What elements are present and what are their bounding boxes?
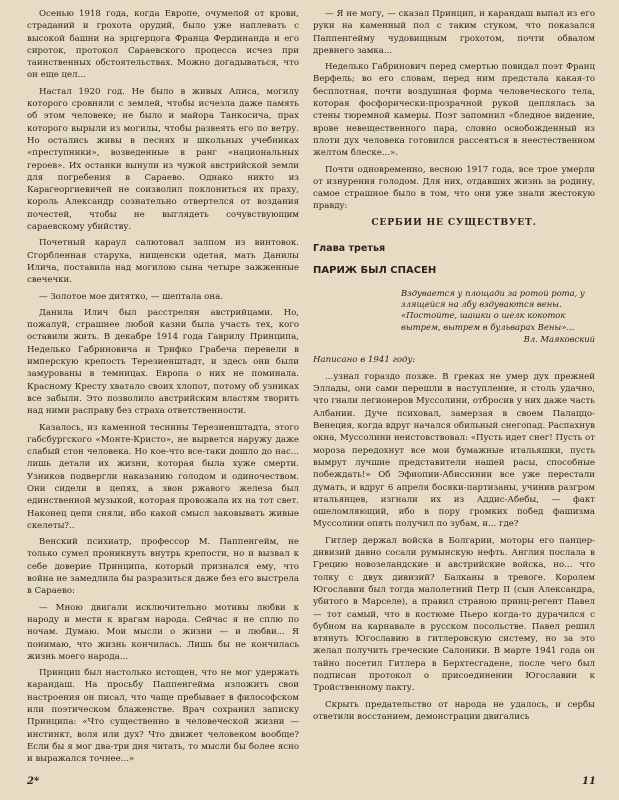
paragraph: Данила Илич был расстрелян австрийцами. Но, пожалуй, страшнее любой казни была участь тех, кого оставили жить. В декабре 1914 года Гаврилу Принципа, Неделько Габриновича и Трифко Грабеча перевели в имперскую крепость Терезиенштадт, и здесь они были замурованы в темницах. Европа о них не поминала. Красному Кресту хватало своих хлопот, потому об узниках все забыли. Это позволило австрийским властям творить над ними расправу без страха ответственности. [27, 307, 299, 417]
right-column [313, 8, 595, 727]
epigraph-author: Вл. Маяковский [523, 334, 595, 345]
epigraph: Вздувается у площади за ротой рота, у злящейся на лбу вздуваются вены. «Постойте, шашки о шелк кокоток вытрем, вытрем в бульварах Вены»... [401, 287, 585, 332]
paragraph: Гитлер держал войска в Болгарии, моторы его панцер-дивизий давно сосали румынскую нефть. Англия послала в Грецию новозеландские и австрийские войска, но... что толку с двух дивизий? Балканы в тревоге. Королем Югославии был тогда малолетний Петр II (сын Александра, убитого в Марселе), а правил страною принц-регент Павел — тот самый, что в костюме Пьеро когда-то дурачился с бубном на карнавале в русском посольстве. Павел решил втянуть Югославию в гитлеровскую систему, но за это желал получить греческие Салоники. В марте 1941 года он тайно посетил Гитлера в Берхтесгадене, после чего был подписан протокол о присоединении Югославии к Тройственному пакту. [313, 535, 595, 694]
paragraph: — Золотое мое дитятко, — шептала она. [39, 291, 223, 302]
paragraph: Казалось, из каменной теснины Терезиенштадта, этого габсбургского «Монте-Кристо», не вырвется наружу даже слабый стон человека. Но кое-что все-таки дошло до нас... лишь детали их жизни, которая была хуже смерти. Узников подвергли наказанию голодом и одиночеством. Они сидели в цепях, а звон ржавого железа был единственной музыкой, которая провожала их на тот свет. Наконец цепи сняли, ибо какой смысл заковывать живые скелеты?.. [27, 422, 299, 531]
paragraph: Неделько Габринович перед смертью повидал поэт Франц Верфель; во его словам, перед ним предстала какая-то бесплотная, почти воздушная форма человеческого тела, которая фосфорически-прозрачной рукой цеплялась за стены тюремной камеры. Поэт запомнил «бледное видение, врове невещественного пара, словно освобожденный из плоти дух человека готовился рассеяться в неестественном желтом блеске...». [313, 62, 595, 159]
paragraph: — Мною двигали исключительно мотивы любви к народу и мести к врагам народа. Сейчас я не сплю по ночам. Думаю. Мои мысли о жизни — и любви... Я понимаю, что жизнь кончилась. Лишь бы не кончилась жизнь моего народа... [27, 602, 299, 662]
closing-line: СЕРБИИ НЕ СУЩЕСТВУЕТ. [371, 216, 537, 228]
page-signature: 2* [27, 776, 40, 787]
paragraph: Принцип был настолько истощен, что не мог удержать карандаш. На просьбу Паппенгейма изложить свои настроения он писал, что чаще пребывает в философском или поэтическом блаженстве. Врач сохранил записку Принципа: «Что существенно в человеческой жизни — инстинкт, воля или дух? Что движет человеком вообще? Если бы я мог два-три дня читать, то мысли бы более ясно и выражался точнее...» [27, 668, 299, 765]
paragraph: Осенью 1918 года, когда Европе, очумелой от крови, страданий и грохота орудий, было уже наплевать с высокой башни на эрцгерцога Франца Фердинанда и его сироток, протокол Сараевского процесса исчез при таинственных обстоятельствах. Можно догадываться, что он еще цел... [27, 9, 299, 81]
paragraph: — Я не могу, — сказал Принцип, и карандаш выпал из его руки на каменный пол с таким стуком, что показался Паппенгейму чудовищным грохотом, почти обвалом древнего замка... [313, 9, 595, 56]
paragraph: Венский психиатр, профессор М. Паппенгейм, не только сумел проникнуть внутрь крепости, но и вызвал к себе доверие Принципа, который признался ему, что война не замедлила бы разразиться даже без его выстрела в Сараево: [27, 537, 299, 597]
chapter-label: Глава третья [313, 243, 386, 255]
paragraph: Настал 1920 год. Не было в живых Аписа, могилу которого сровняли с землей, чтобы исчезла даже память об этом человеке; не было и майора Танкосича, прах которого вырыли из могилы, чтобы развеять его по ветру. Но остались живы в песнях и школьных учебниках «преступники», возведенные в ранг «национальных героев». Их останки вынули из чужой австрийской земли для погребения в Сараево. Однако никто из Карагеоргиевичей не соизволил поклониться их праху, король Александр сознательно отвертелся от воздания почестей, чтобы не выглядеть сочувствующим сараевскому убийству. [27, 86, 299, 233]
paragraph: ...узнал гораздо позже. В греках не умер дух прежней Эллады, они сами перешли в наступление, и столь удачно, что гнали легионеров Муссолини, отбросив у них даже часть Албании. Дуче психовал, замерзая в своем Палаццо-Венеция, когда вдруг начался обильный снегопад. Распахнув окна, Муссолини неистовствовал: «Пусть идет снег! Пусть от мороза передохнут все мои бумажные итальяшки, пусть вымрут лучшие представители нашей расы, способные побеждать!» Об Эфиопии-Абиссинии все уже перестали думать, и вдруг 6 апреля босяки-партизаны, учинив разгром итальянцев, изгнали их из Аддис-Абебы, — факт ошеломляющий, ибо в пору громких побед фашизма Муссолини опять получил по зубам, и... где? [313, 371, 595, 530]
left-column [27, 8, 299, 770]
paragraph: Почетный караул салютовал залпом из винтовок. Сгорбленная старуха, нищенски одетая, мать Данилы Илича, поставила над могилою сына четыре зажженные свечечки. [27, 238, 299, 286]
page-number: 11 [582, 776, 596, 787]
paragraph: Почти одновременно, весною 1917 года, все трое умерли от изнурения голодом. Для них, отдавших жизнь за родину, самое страшное было в том, что они уже знали жестокую правду: [313, 164, 595, 212]
written-note: Написано в 1941 году: [313, 354, 416, 365]
chapter-title: ПАРИЖ БЫЛ СПАСЕН [313, 265, 437, 277]
paragraph: Скрыть предательство от народа не удалось, и сербы ответили восстанием, демонстрации двигались [313, 699, 595, 722]
